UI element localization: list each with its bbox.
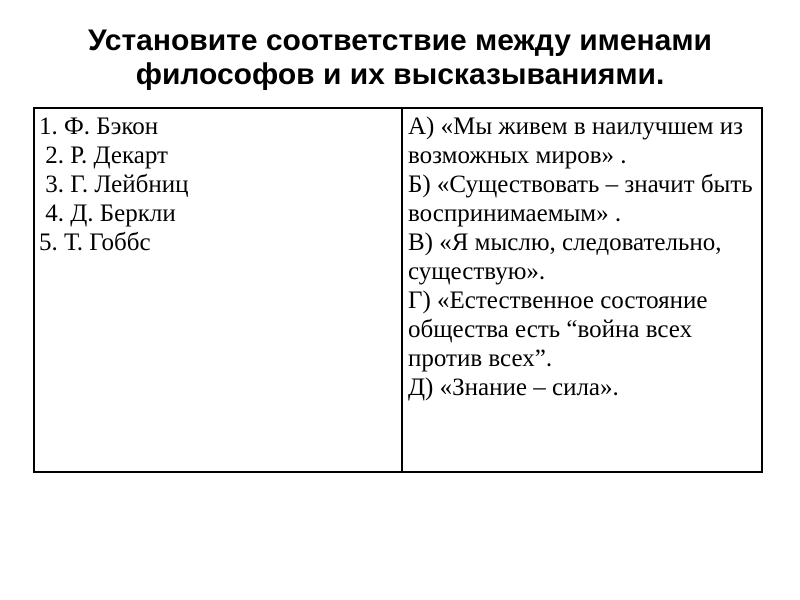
quote-item: Д) «Знание – сила». (407, 374, 619, 401)
quote-item: В) «Я мыслю, следовательно, существую». (407, 229, 728, 285)
quote-item: Б) «Существовать – значит быть воспринимаемым» . (407, 171, 759, 227)
philosopher-item: 2. Р. Декарт (39, 142, 168, 169)
philosophers-list (39, 112, 395, 257)
quote-item: Г) «Естественное состояние общества есть “война всех против всех”. (407, 287, 714, 372)
page-title: Установите соответствие между именами философов и их высказываниями. (87, 24, 712, 91)
quote-item: А) «Мы живем в наилучшем из возможных миров» . (407, 113, 750, 169)
quotes-list (407, 112, 759, 402)
philosopher-item: 5. Т. Гоббс (39, 229, 151, 256)
philosophers-cell (35, 109, 403, 471)
philosopher-item: 1. Ф. Бэкон (39, 113, 159, 140)
match-table (33, 107, 763, 473)
philosopher-item: 3. Г. Лейбниц (39, 171, 189, 198)
philosopher-item: 4. Д. Беркли (39, 200, 176, 227)
quotes-cell (403, 109, 761, 471)
